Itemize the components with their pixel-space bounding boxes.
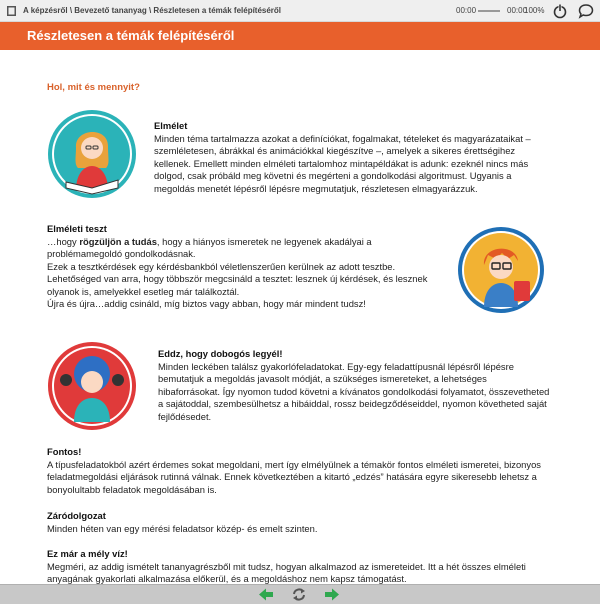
- section-text-line3: Lehetőséged van arra, hogy többször megcsináld a tesztet: lesznek új kérdések, és lesznek olyanok is, amelyekkel esetleg már találkoztál.: [47, 273, 428, 297]
- page-title: Részletesen a témák felépítéséről: [27, 28, 235, 43]
- book-icon[interactable]: [6, 5, 17, 17]
- time-current: 00:00: [456, 6, 477, 15]
- main-content[interactable]: [0, 50, 600, 584]
- section-mely-viz: [47, 548, 557, 584]
- section-title: Eddz, hogy dobogós legyél!: [158, 348, 283, 359]
- page-header: [0, 22, 600, 50]
- progress-slider[interactable]: [478, 10, 500, 12]
- section-text: Megméri, az addig ismételt tananyagrészből mit tudsz, hogyan alkalmazod az ismereteidet. Itt a hét összes elméleti anyagának gyakorlati alkalmazása előkerül, és a megoldáshoz nem kapsz támogatást.: [47, 560, 526, 584]
- section-text: Minden téma tartalmazza azokat a definíciókat, fogalmakat, tételeket és magyarázataikat – szemléletesen, ábrákkal és animációkkal kiegészítve –, amelyek a sikeres érettségihez kellenek. Emellett minden elméleti tartalomhoz mintapéldákat is adunk: ezeknél nincs más dolgod, csak próbáld meg követni és megérteni a gondolkodási algoritmust. Ugyanis a megoldás menetét lépésről lépésre megmutatjuk, részletesen elmagyarázzuk.: [154, 132, 531, 194]
- section-title: Záródolgozat: [47, 510, 106, 521]
- section-title: Elméleti teszt: [47, 223, 107, 234]
- section-text: A típusfeladatokból azért érdemes sokat megoldani, mert így elmélyülnek a témakör fontos elméleti ismeretei, bizonyos feladatmegoldási eljárások rutinná válnak. Ennek következtében a kitartó „edzés” hatására egyre sikeresebb lehetsz a bonyolultabb feladatok megoldásában is.: [47, 458, 541, 495]
- bottom-navigation: [0, 584, 600, 604]
- breadcrumb: A képzésről \ Bevezető tananyag \ Részletesen a témák felépítéséről: [23, 6, 282, 15]
- section-text-line2: Ezek a tesztkérdések egy kérdésbankból véletlenszerűen kerülnek az adott tesztbe.: [47, 260, 396, 272]
- section-elmeleti-teszt: [47, 223, 447, 311]
- section-subtitle: Hol, mit és mennyit?: [47, 82, 140, 93]
- arrow-right-icon[interactable]: [324, 587, 340, 602]
- zoom-level: 100%: [524, 6, 545, 15]
- refresh-icon[interactable]: [291, 587, 307, 602]
- chat-icon[interactable]: [578, 3, 594, 19]
- power-icon[interactable]: [552, 3, 568, 19]
- section-title: Elmélet: [154, 120, 188, 131]
- emphasis-text: rögzüljön a tudás: [79, 235, 157, 247]
- thinking-boy-illustration: [456, 225, 546, 315]
- section-text: Minden héten van egy mérési feladatsor közép- és emelt szinten.: [47, 522, 318, 534]
- time-total: 00:00: [507, 6, 528, 15]
- section-elmelet: [154, 120, 550, 195]
- section-text-line1: …hogy rögzüljön a tudás, hogy a hiányos ismeretek ne legyenek akadályai a problémamegoldó gondolkodásnak.: [47, 235, 372, 259]
- section-eddz: [158, 348, 550, 423]
- section-title: Fontos!: [47, 446, 82, 457]
- arrow-left-icon[interactable]: [258, 587, 274, 602]
- section-fontos: [47, 446, 557, 496]
- section-text: Minden leckében találsz gyakorlófeladatokat. Egy-egy feladattípusnál lépésről lépésre bemutatjuk a megoldás javasolt módját, a szükséges ismereteket, a lehetséges hibaforrásokat. Így nyomon tudod követni a kívánatos gondolkodási folyamatot, összevetheted a sajátoddal, szembesülhetsz a hibáiddal, rossz beidegződéseiddel, nyomon követheted saját fejlődésedet.: [158, 360, 550, 422]
- student-reading-illustration: [46, 108, 138, 200]
- section-text-line4: Újra és újra…addig csináld, míg biztos vagy abban, hogy már mindent tudsz!: [47, 298, 366, 309]
- trainer-illustration: [46, 340, 138, 432]
- section-zarodolgozat: [47, 510, 557, 535]
- top-toolbar: [0, 0, 600, 22]
- section-title: Ez már a mély víz!: [47, 548, 128, 559]
